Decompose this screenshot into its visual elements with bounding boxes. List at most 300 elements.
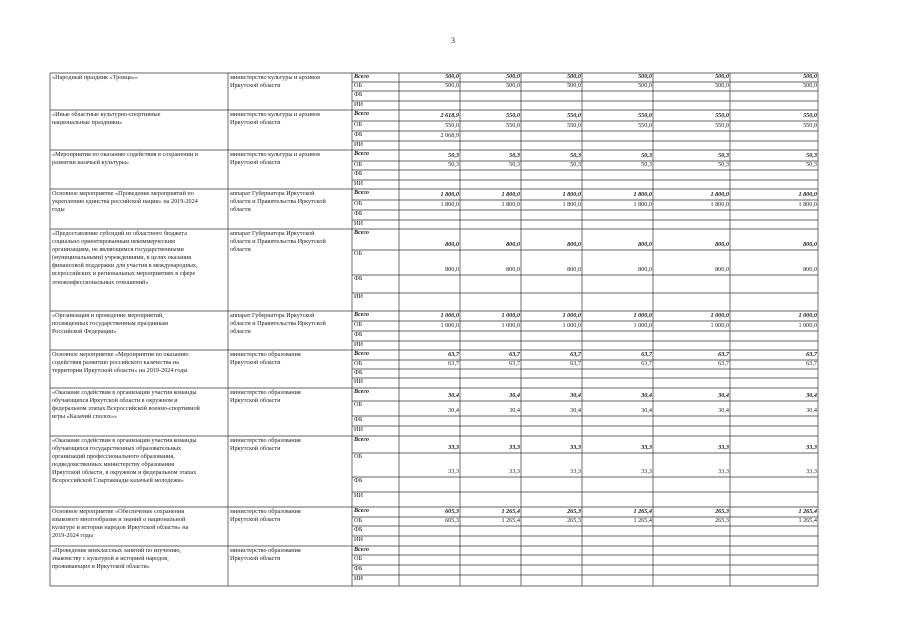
amount-cell (521, 275, 582, 293)
amount-cell: 33,3 (570, 444, 581, 451)
amount-cell (460, 555, 521, 565)
amount-cell: 550,0 (803, 112, 817, 119)
amount-cell (582, 180, 653, 189)
responsible-executor: аппарат Губернатора Иркутской области и Правительства Иркутской области (230, 230, 326, 254)
amount-cell (653, 536, 730, 546)
amount-cell (582, 170, 653, 180)
amount-cell (653, 220, 730, 229)
funding-source-label: ФБ (354, 91, 363, 98)
amount-cell: 1 800,0 (710, 191, 729, 198)
amount-cell: 30,4 (570, 392, 581, 399)
amount-cell (460, 477, 521, 492)
amount-cell: 33,3 (806, 444, 817, 451)
funding-source-label: ИИ (354, 536, 363, 543)
amount-cell (653, 141, 730, 150)
amount-cell (521, 180, 582, 189)
amount-cell: 1 800,0 (562, 201, 581, 208)
amount-cell: 1 000,0 (562, 322, 581, 329)
amount-cell (399, 477, 460, 492)
amount-cell: 63,7 (718, 360, 729, 367)
amount-cell (653, 378, 730, 388)
amount-cell (460, 546, 521, 555)
amount-cell: 30,4 (641, 392, 652, 399)
amount-cell: 1 800,0 (501, 191, 520, 198)
amount-cell: 1 800,0 (798, 191, 817, 198)
amount-cell: 33,3 (806, 468, 817, 475)
amount-cell: 500,0 (567, 73, 581, 80)
amount-cell (521, 369, 582, 378)
amount-cell: 550,0 (567, 112, 581, 119)
amount-cell (582, 378, 653, 388)
funding-source-label: ИИ (354, 378, 363, 385)
amount-cell: 50,3 (806, 152, 817, 159)
amount-cell (653, 91, 730, 101)
amount-cell: 33,3 (641, 444, 652, 451)
amount-cell (399, 526, 460, 536)
amount-cell (653, 555, 730, 565)
amount-cell (730, 555, 818, 565)
amount-cell: 500,0 (638, 82, 652, 89)
amount-cell: 800,0 (803, 266, 817, 273)
amount-cell (582, 492, 653, 507)
amount-cell: 63,7 (806, 360, 817, 367)
amount-cell (582, 477, 653, 492)
amount-cell (521, 575, 582, 586)
funding-source-label: ФБ (354, 477, 363, 484)
activity-name: Основное мероприятие «Обеспечение сохранения языкового многообразия и знаний о национальной культуре и истории народов Иркутской области» на 2019-2024 годы (52, 508, 189, 540)
amount-cell: 33,3 (718, 468, 729, 475)
amount-cell: 50,3 (718, 161, 729, 168)
amount-cell (460, 378, 521, 388)
amount-cell: 30,4 (509, 392, 520, 399)
funding-source-label: ФБ (354, 565, 363, 572)
funding-source-label: ФБ (354, 131, 363, 138)
amount-cell (730, 426, 818, 436)
amount-cell (730, 526, 818, 536)
amount-cell: 63,7 (570, 351, 581, 358)
amount-cell (399, 210, 460, 220)
amount-cell (582, 536, 653, 546)
amount-cell (730, 170, 818, 180)
responsible-executor: министерство образования Иркутской области (230, 351, 301, 367)
activity-name: Основное мероприятие «Мероприятия по оказанию содействия развитию российского казачества на территории Иркутской области» на 2019-2024 годы (52, 351, 189, 375)
amount-cell (521, 101, 582, 110)
amount-cell (460, 275, 521, 293)
amount-cell (460, 575, 521, 586)
funding-source-label: Всего (354, 189, 369, 196)
amount-cell (582, 426, 653, 436)
amount-cell (521, 220, 582, 229)
funding-source-label: ОБ (354, 555, 363, 562)
activity-name: «Проведение внеклассных занятий по изучению, знакомству с культурой и историей народов, проживающих в Иркутской области» (52, 547, 182, 571)
amount-cell: 550,0 (567, 122, 581, 129)
amount-cell (582, 275, 653, 293)
amount-cell (460, 293, 521, 311)
amount-cell (399, 91, 460, 101)
amount-cell: 800,0 (638, 241, 652, 248)
amount-cell (653, 426, 730, 436)
amount-cell (653, 180, 730, 189)
amount-cell: 63,7 (641, 360, 652, 367)
amount-cell: 1 800,0 (633, 201, 652, 208)
amount-cell (730, 101, 818, 110)
amount-cell (460, 331, 521, 341)
amount-cell (582, 331, 653, 341)
amount-cell (730, 210, 818, 220)
amount-cell: 800,0 (445, 266, 459, 273)
amount-cell (653, 275, 730, 293)
amount-cell (730, 275, 818, 293)
amount-cell: 550,0 (638, 122, 652, 129)
amount-cell (399, 180, 460, 189)
amount-cell (521, 293, 582, 311)
funding-source-label: ОБ (354, 517, 363, 524)
amount-cell: 33,3 (509, 444, 520, 451)
amount-cell (521, 131, 582, 141)
amount-cell: 605,3 (445, 517, 459, 524)
activity-name: «Народный праздник «Троица»» (52, 74, 138, 81)
amount-cell (582, 369, 653, 378)
amount-cell: 63,7 (509, 360, 520, 367)
amount-cell: 30,4 (641, 407, 652, 414)
amount-cell: 800,0 (567, 266, 581, 273)
amount-cell (730, 378, 818, 388)
funding-source-label: ОБ (354, 321, 363, 328)
amount-cell: 63,7 (718, 351, 729, 358)
amount-cell (730, 492, 818, 507)
amount-cell (730, 180, 818, 189)
funding-source-label: ФБ (354, 331, 363, 338)
amount-cell: 1 265,4 (501, 508, 520, 515)
amount-cell: 500,0 (803, 82, 817, 89)
amount-cell (521, 210, 582, 220)
amount-cell (653, 477, 730, 492)
amount-cell: 550,0 (803, 122, 817, 129)
amount-cell (653, 565, 730, 575)
activity-name: «Иные областные культурно-спортивные национальные праздники» (52, 111, 161, 127)
amount-cell (730, 331, 818, 341)
amount-cell (730, 575, 818, 586)
amount-cell (730, 536, 818, 546)
funding-source-label: ИИ (354, 492, 363, 499)
amount-cell: 500,0 (506, 82, 520, 89)
funding-source-label: Всего (354, 436, 369, 443)
amount-cell (399, 275, 460, 293)
amount-cell (582, 416, 653, 426)
funding-source-label: ОБ (354, 453, 363, 460)
amount-cell (399, 555, 460, 565)
amount-cell (399, 575, 460, 586)
amount-cell (521, 555, 582, 565)
funding-source-label: ОБ (354, 200, 363, 207)
responsible-executor: министерство образования Иркутской области (230, 389, 301, 405)
amount-cell (399, 170, 460, 180)
amount-cell: 500,0 (715, 82, 729, 89)
activity-name: Основное мероприятие «Проведение мероприятий по укреплению единства российской нации» на 2019-2024 годы (52, 190, 198, 214)
amount-cell: 800,0 (715, 241, 729, 248)
amount-cell (521, 536, 582, 546)
amount-cell (653, 293, 730, 311)
amount-cell (521, 91, 582, 101)
amount-cell: 33,3 (570, 468, 581, 475)
amount-cell: 1 265,4 (798, 508, 817, 515)
amount-cell: 800,0 (638, 266, 652, 273)
amount-cell: 800,0 (567, 241, 581, 248)
page-number: 3 (451, 36, 455, 45)
funding-source-label: ФБ (354, 275, 363, 282)
amount-cell: 33,3 (448, 468, 459, 475)
amount-cell (460, 91, 521, 101)
amount-cell (460, 180, 521, 189)
amount-cell: 50,3 (448, 152, 459, 159)
amount-cell (653, 369, 730, 378)
funding-source-label: ФБ (354, 369, 363, 376)
amount-cell (582, 210, 653, 220)
funding-source-label: ИИ (354, 180, 363, 187)
amount-cell: 1 000,0 (710, 312, 729, 319)
amount-cell (582, 131, 653, 141)
amount-cell (399, 416, 460, 426)
amount-cell: 1 000,0 (440, 322, 459, 329)
funding-source-label: ИИ (354, 101, 363, 108)
amount-cell (582, 526, 653, 536)
amount-cell (730, 220, 818, 229)
activity-name: «Предоставление субсидий из областного бюджета социально ориентированным некоммерческим организациям, не являющимся государственными (муниципальными) учреждениями, в целях оказания финансовой поддержки для участия в международных, всероссийских и региональных мероприятиях в сфере этноконфессиональных отношений» (52, 230, 198, 286)
amount-cell (730, 477, 818, 492)
amount-cell (460, 131, 521, 141)
responsible-executor: аппарат Губернатора Иркутской области и Правительства Иркутской области (230, 312, 326, 336)
amount-cell (460, 536, 521, 546)
funding-source-label: ИИ (354, 293, 363, 300)
amount-cell (730, 131, 818, 141)
amount-cell: 2 068,9 (440, 132, 459, 139)
amount-cell: 1 265,4 (501, 517, 520, 524)
funding-source-label: ИИ (354, 141, 363, 148)
amount-cell (399, 293, 460, 311)
amount-cell (460, 170, 521, 180)
funding-source-label: ФБ (354, 170, 363, 177)
amount-cell: 30,4 (718, 407, 729, 414)
funding-source-label: ФБ (354, 210, 363, 217)
amount-cell (399, 141, 460, 150)
amount-cell (399, 546, 460, 555)
amount-cell (521, 416, 582, 426)
amount-cell (460, 369, 521, 378)
amount-cell: 500,0 (506, 73, 520, 80)
funding-source-label: Всего (354, 507, 369, 514)
amount-cell: 1 000,0 (440, 312, 459, 319)
amount-cell: 30,4 (570, 407, 581, 414)
amount-cell: 1 000,0 (501, 322, 520, 329)
amount-cell (521, 331, 582, 341)
funding-source-label: ИИ (354, 575, 363, 582)
amount-cell: 63,7 (509, 351, 520, 358)
funding-source-label: Всего (354, 311, 369, 318)
amount-cell: 50,3 (570, 152, 581, 159)
amount-cell: 1 800,0 (562, 191, 581, 198)
amount-cell (653, 101, 730, 110)
amount-cell (582, 91, 653, 101)
amount-cell (653, 526, 730, 536)
amount-cell (399, 331, 460, 341)
amount-cell: 33,3 (448, 444, 459, 451)
responsible-executor: министерство культуры и архивов Иркутской области (230, 151, 321, 167)
amount-cell: 1 800,0 (633, 191, 652, 198)
responsible-executor: министерство образования Иркутской области (230, 547, 301, 563)
amount-cell: 1 000,0 (633, 322, 652, 329)
amount-cell (460, 210, 521, 220)
amount-cell (521, 141, 582, 150)
amount-cell: 550,0 (506, 112, 520, 119)
amount-cell: 800,0 (506, 266, 520, 273)
amount-cell: 50,3 (641, 161, 652, 168)
responsible-executor: министерство образования Иркутской области (230, 437, 301, 453)
funding-source-label: Всего (354, 73, 369, 80)
activity-name: «Организация и проведение мероприятий, посвященных государственным праздникам Российской Федерации» (52, 312, 169, 336)
amount-cell: 50,3 (806, 161, 817, 168)
amount-cell (521, 565, 582, 575)
amount-cell: 50,3 (570, 161, 581, 168)
amount-cell: 1 000,0 (798, 312, 817, 319)
amount-cell: 500,0 (567, 82, 581, 89)
amount-cell (730, 91, 818, 101)
amount-cell: 550,0 (638, 112, 652, 119)
amount-cell (399, 341, 460, 350)
amount-cell: 800,0 (803, 241, 817, 248)
amount-cell (460, 426, 521, 436)
amount-cell (653, 170, 730, 180)
amount-cell (460, 416, 521, 426)
amount-cell (730, 293, 818, 311)
amount-cell: 50,3 (448, 161, 459, 168)
amount-cell: 1 265,4 (633, 508, 652, 515)
amount-cell (582, 220, 653, 229)
amount-cell (653, 341, 730, 350)
funding-source-label: Всего (354, 229, 369, 236)
amount-cell (653, 210, 730, 220)
amount-cell (730, 369, 818, 378)
amount-cell: 1 265,4 (633, 517, 652, 524)
amount-cell: 30,4 (448, 392, 459, 399)
amount-cell: 30,4 (718, 392, 729, 399)
amount-cell (460, 101, 521, 110)
amount-cell: 500,0 (445, 82, 459, 89)
amount-cell: 1 000,0 (633, 312, 652, 319)
amount-cell: 500,0 (445, 73, 459, 80)
amount-cell (653, 492, 730, 507)
amount-cell (521, 378, 582, 388)
amount-cell (460, 565, 521, 575)
amount-cell (521, 492, 582, 507)
amount-cell: 1 000,0 (501, 312, 520, 319)
amount-cell (521, 170, 582, 180)
amount-cell: 265,3 (715, 517, 729, 524)
amount-cell: 63,7 (570, 360, 581, 367)
funding-source-label: ФБ (354, 416, 363, 423)
funding-source-label: ИИ (354, 426, 363, 433)
responsible-executor: аппарат Губернатора Иркутской области и Правительства Иркутской области (230, 190, 326, 214)
amount-cell (582, 341, 653, 350)
amount-cell: 1 800,0 (501, 201, 520, 208)
amount-cell: 1 800,0 (710, 201, 729, 208)
amount-cell (399, 426, 460, 436)
funding-source-label: ОБ (354, 121, 363, 128)
responsible-executor: министерство культуры и архивов Иркутской области (230, 111, 321, 127)
amount-cell: 265,3 (567, 508, 581, 515)
funding-source-label: ФБ (354, 526, 363, 533)
amount-cell (521, 426, 582, 436)
amount-cell (460, 341, 521, 350)
amount-cell (521, 526, 582, 536)
amount-cell: 33,3 (718, 444, 729, 451)
amount-cell: 1 800,0 (440, 201, 459, 208)
amount-cell (653, 416, 730, 426)
amount-cell: 265,3 (715, 508, 729, 515)
amount-cell (399, 369, 460, 378)
amount-cell: 1 800,0 (440, 191, 459, 198)
amount-cell (521, 477, 582, 492)
amount-cell: 1 000,0 (562, 312, 581, 319)
funding-source-label: ОБ (354, 401, 363, 408)
amount-cell: 50,3 (641, 152, 652, 159)
amount-cell: 30,4 (509, 407, 520, 414)
amount-cell: 550,0 (715, 112, 729, 119)
amount-cell (582, 565, 653, 575)
amount-cell: 50,3 (718, 152, 729, 159)
funding-source-label: ОБ (354, 250, 363, 257)
funding-source-label: Всего (354, 350, 369, 357)
amount-cell: 1 800,0 (798, 201, 817, 208)
amount-cell (460, 492, 521, 507)
amount-cell: 550,0 (445, 122, 459, 129)
amount-cell (730, 141, 818, 150)
amount-cell (582, 555, 653, 565)
amount-cell (653, 131, 730, 141)
amount-cell (521, 546, 582, 555)
funding-source-label: ИИ (354, 341, 363, 348)
funding-source-label: Всего (354, 388, 369, 395)
amount-cell (399, 220, 460, 229)
amount-cell (730, 565, 818, 575)
funding-source-label: Всего (354, 546, 369, 553)
amount-cell: 30,4 (806, 407, 817, 414)
amount-cell (582, 575, 653, 586)
amount-cell (399, 565, 460, 575)
amount-cell (653, 331, 730, 341)
amount-cell: 550,0 (715, 122, 729, 129)
amount-cell (730, 546, 818, 555)
amount-cell: 33,3 (509, 468, 520, 475)
amount-cell: 33,3 (641, 468, 652, 475)
responsible-executor: министерство образования Иркутской области (230, 508, 301, 524)
amount-cell (399, 492, 460, 507)
amount-cell (582, 546, 653, 555)
amount-cell: 1 000,0 (710, 322, 729, 329)
amount-cell: 500,0 (715, 73, 729, 80)
activity-name: «Оказание содействия в организации участия команды обучающихся государственных образовательных организаций профессионального образования, подведомственных министерству образования Иркутской области, в окружном и федеральном этапах Всероссийской Спартакиады казачьей молодежи» (52, 437, 197, 485)
amount-cell: 30,4 (448, 407, 459, 414)
funding-source-label: Всего (354, 150, 369, 157)
amount-cell: 800,0 (715, 266, 729, 273)
amount-cell (460, 141, 521, 150)
amount-cell (399, 536, 460, 546)
amount-cell: 800,0 (445, 241, 459, 248)
responsible-executor: министерство культуры и архивов Иркутской области (230, 74, 321, 90)
funding-source-label: ОБ (354, 82, 363, 89)
amount-cell (460, 220, 521, 229)
amount-cell: 63,7 (806, 351, 817, 358)
funding-source-label: ИИ (354, 220, 363, 227)
